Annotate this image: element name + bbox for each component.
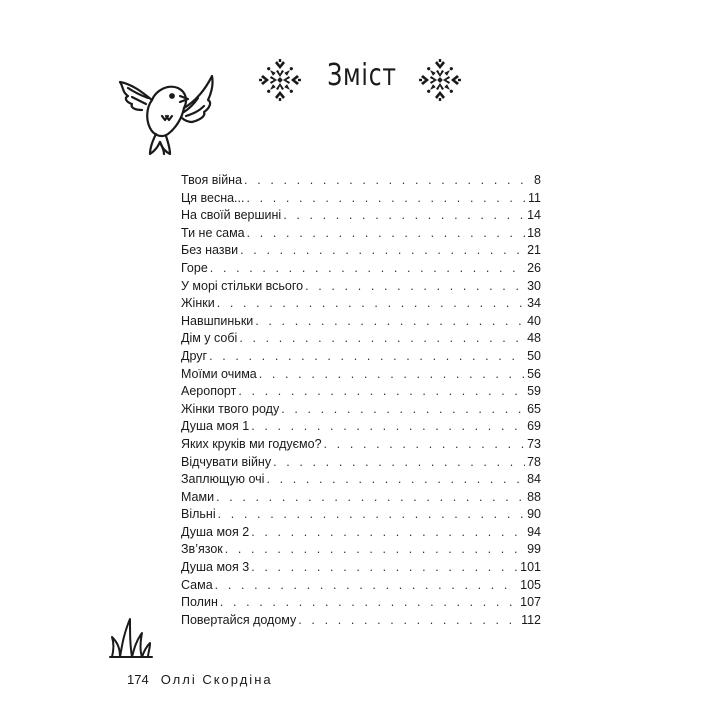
page-footer — [127, 672, 273, 687]
toc-entry[interactable] — [181, 348, 541, 366]
toc-leader-dots — [251, 559, 518, 577]
toc-entry-page: 40 — [527, 313, 541, 328]
toc-entry[interactable] — [181, 559, 541, 577]
toc-leader-dots — [298, 612, 519, 630]
toc-entry[interactable] — [181, 577, 541, 595]
toc-entry[interactable] — [181, 436, 541, 454]
toc-entry-title: Аеропорт — [181, 384, 237, 399]
toc-entry-title: Навшпиньки — [181, 313, 254, 328]
toc-entry-title: Дім у собі — [181, 331, 238, 346]
toc-entry-title: Твоя війна — [181, 173, 243, 187]
toc-leader-dots — [283, 207, 525, 225]
grass-icon — [108, 615, 154, 659]
toc-entry-title: Друг — [181, 348, 208, 363]
toc-leader-dots — [239, 330, 525, 348]
toc-entry[interactable] — [181, 225, 541, 243]
toc-leader-dots — [324, 436, 526, 454]
toc-entry-title: Жінки твого роду — [181, 401, 280, 416]
toc-leader-dots — [281, 401, 525, 419]
toc-leader-dots — [209, 348, 525, 366]
toc-entry[interactable] — [181, 541, 541, 559]
toc-entry-page: 8 — [534, 173, 541, 187]
toc-entry-title: Зв’язок — [181, 542, 223, 557]
toc-entry-title: Вільні — [181, 507, 216, 522]
toc-leader-dots — [215, 577, 518, 595]
toc-entry[interactable] — [181, 401, 541, 419]
toc-entry-title: Ти не сама — [181, 225, 245, 240]
table-of-contents — [181, 172, 541, 629]
toc-leader-dots — [251, 418, 525, 436]
toc-leader-dots — [238, 383, 525, 401]
toc-entry-title: Жінки — [181, 296, 215, 311]
toc-entry-page: 88 — [527, 489, 541, 504]
toc-entry[interactable] — [181, 612, 541, 630]
toc-entry[interactable] — [181, 313, 541, 331]
toc-entry[interactable] — [181, 242, 541, 260]
toc-entry-page: 59 — [527, 384, 541, 399]
toc-entry-title: Душа моя 3 — [181, 560, 250, 575]
toc-entry-page: 26 — [527, 260, 541, 275]
toc-entry-page: 21 — [527, 243, 541, 258]
toc-entry[interactable] — [181, 383, 541, 401]
toc-entry[interactable] — [181, 418, 541, 436]
toc-entry[interactable] — [181, 260, 541, 278]
toc-leader-dots — [210, 260, 525, 278]
toc-entry-page: 84 — [527, 472, 541, 487]
toc-leader-dots — [251, 524, 525, 542]
toc-entry[interactable] — [181, 489, 541, 507]
toc-entry-page: 105 — [520, 577, 541, 592]
snowflake-ornament-icon — [418, 58, 462, 102]
toc-entry[interactable] — [181, 366, 541, 384]
toc-entry-page: 48 — [527, 331, 541, 346]
toc-leader-dots — [216, 489, 525, 507]
page-title: Зміст — [327, 58, 397, 93]
toc-entry[interactable] — [181, 594, 541, 612]
toc-entry-title: Полин — [181, 595, 218, 610]
toc-entry[interactable] — [181, 172, 541, 190]
toc-entry-page: 94 — [527, 524, 541, 539]
toc-leader-dots — [247, 225, 525, 243]
toc-entry-page: 14 — [527, 208, 541, 223]
toc-entry-title: Моїми очима — [181, 366, 257, 381]
bird-icon — [112, 62, 222, 162]
toc-entry-page: 56 — [527, 366, 541, 381]
toc-leader-dots — [225, 541, 525, 559]
toc-entry-page: 107 — [520, 595, 541, 610]
toc-entry-page: 11 — [528, 190, 541, 205]
toc-entry-page: 65 — [527, 401, 541, 416]
toc-entry-title: Відчувати війну — [181, 454, 272, 469]
toc-entry-title: Повертайся додому — [181, 612, 297, 627]
toc-entry-title: Душа моя 1 — [181, 419, 250, 434]
toc-entry-page: 30 — [527, 278, 541, 293]
toc-entry-page: 73 — [527, 436, 541, 451]
toc-entry-page: 112 — [521, 612, 541, 627]
toc-entry-page: 69 — [527, 419, 541, 434]
toc-entry-title: Без назви — [181, 243, 239, 258]
toc-entry-title: На своїй вершині — [181, 208, 282, 223]
toc-entry-page: 78 — [527, 454, 541, 469]
toc-leader-dots — [220, 594, 518, 612]
toc-entry-title: Сама — [181, 577, 213, 592]
toc-entry-page: 101 — [520, 560, 541, 575]
toc-leader-dots — [244, 172, 532, 190]
toc-entry-page: 99 — [527, 542, 541, 557]
toc-entry-title: Яких круків ми годуємо? — [181, 436, 322, 451]
toc-entry[interactable] — [181, 454, 541, 472]
toc-entry-title: Ця весна... — [181, 190, 245, 205]
author-name: Оллі Скордіна — [160, 672, 273, 687]
toc-entry[interactable] — [181, 330, 541, 348]
toc-leader-dots — [240, 242, 525, 260]
toc-entry-page: 90 — [527, 507, 541, 522]
toc-entry-page: 34 — [527, 296, 541, 311]
toc-leader-dots — [305, 278, 525, 296]
page-number: 174 — [127, 672, 149, 687]
toc-entry-title: Заплющую очі — [181, 472, 265, 487]
toc-leader-dots — [273, 454, 525, 472]
toc-entry-page: 18 — [527, 225, 541, 240]
toc-entry-title: Горе — [181, 260, 208, 275]
snowflake-ornament-icon — [258, 58, 302, 102]
toc-entry[interactable] — [181, 471, 541, 489]
toc-leader-dots — [217, 295, 525, 313]
toc-entry-title: Душа моя 2 — [181, 524, 250, 539]
toc-entry[interactable] — [181, 506, 541, 524]
toc-entry[interactable] — [181, 278, 541, 296]
toc-entry-title: У морі стільки всього — [181, 278, 304, 293]
toc-entry[interactable] — [181, 295, 541, 313]
toc-leader-dots — [266, 471, 525, 489]
toc-entry[interactable] — [181, 207, 541, 225]
toc-leader-dots — [259, 366, 525, 384]
toc-leader-dots — [255, 313, 525, 331]
toc-entry[interactable] — [181, 524, 541, 542]
toc-leader-dots — [246, 190, 526, 208]
toc-entry-page: 50 — [527, 348, 541, 363]
toc-leader-dots — [218, 506, 525, 524]
toc-entry[interactable] — [181, 190, 541, 208]
toc-entry-title: Мами — [181, 489, 215, 504]
